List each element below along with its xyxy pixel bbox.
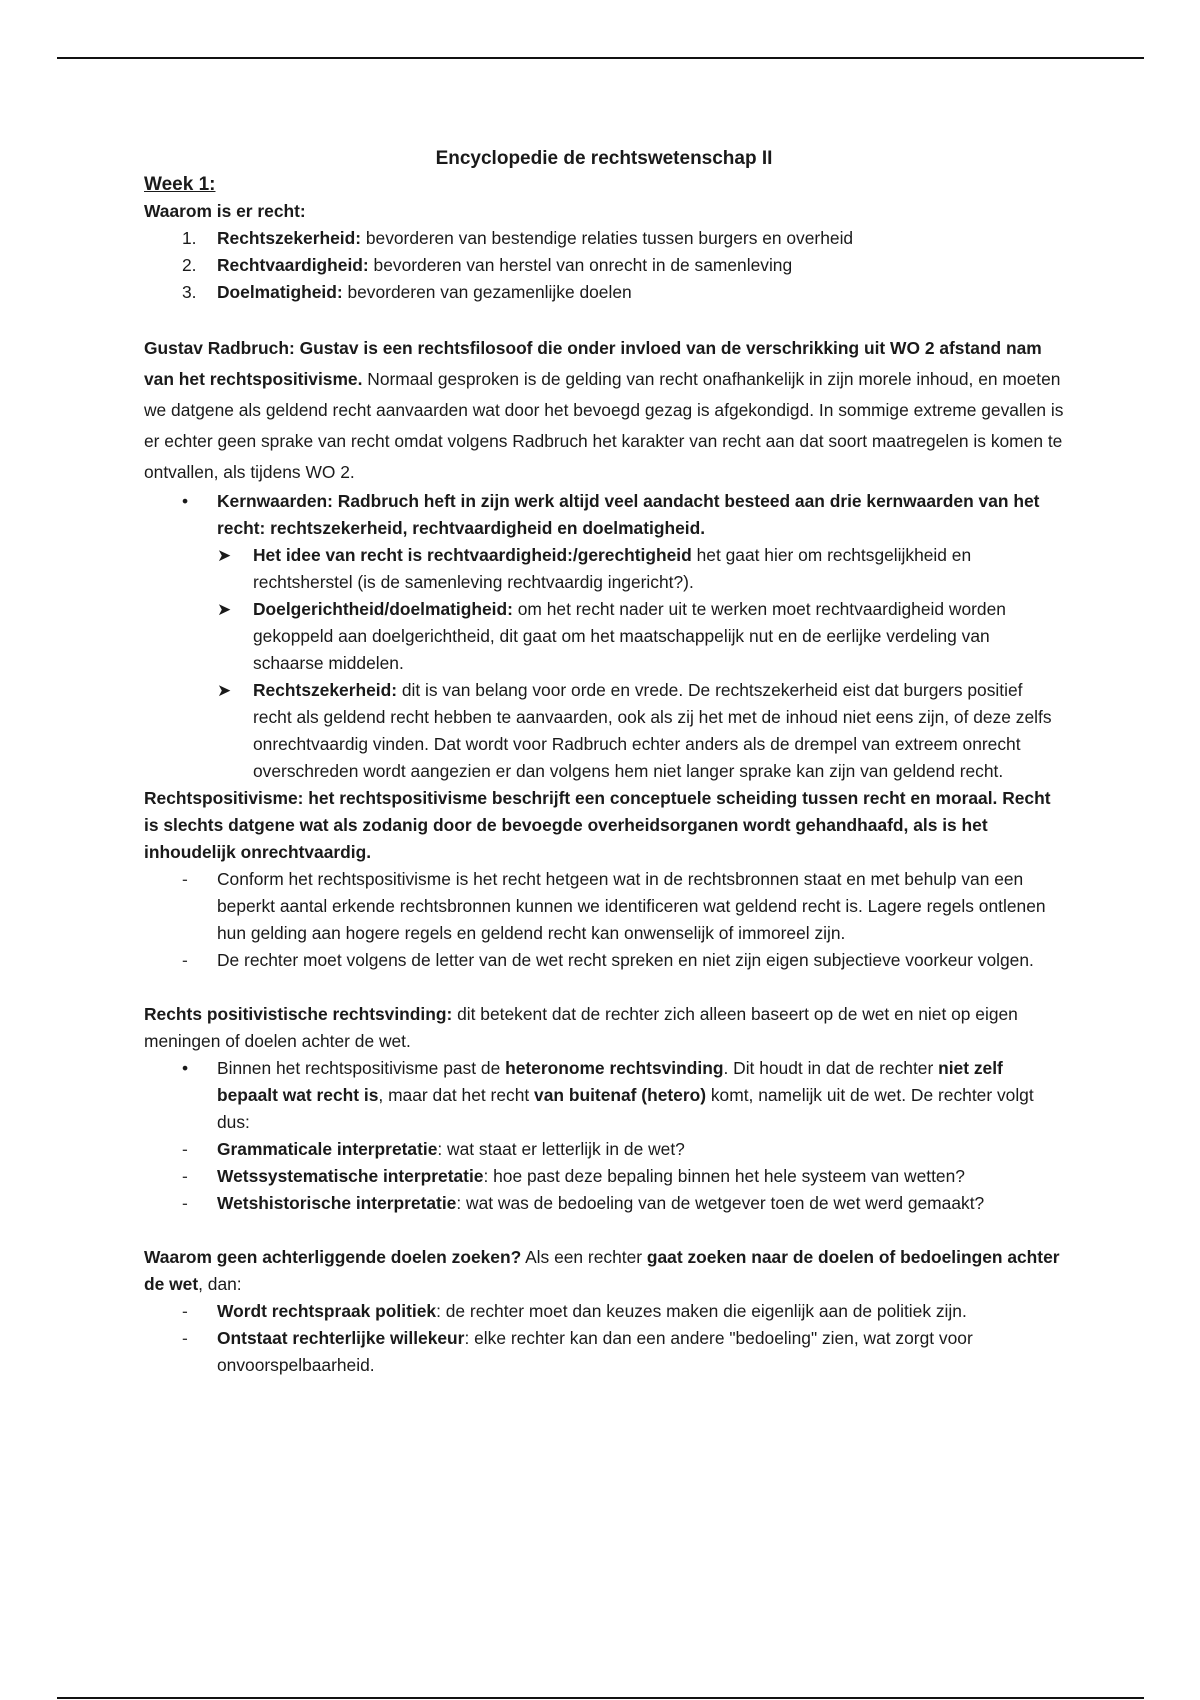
text-run-bold: heteronome rechtsvinding bbox=[505, 1058, 724, 1078]
list-term: Ontstaat rechterlijke willekeur bbox=[217, 1328, 465, 1348]
list-number: 3. bbox=[182, 282, 197, 302]
dash-marker: - bbox=[182, 1193, 188, 1213]
document-page bbox=[144, 146, 1064, 1379]
list-term: Doelgerichtheid/doelmatigheid: bbox=[253, 599, 513, 619]
list-item bbox=[144, 1325, 1064, 1379]
rechtsvinding-paragraph bbox=[144, 1001, 1064, 1055]
why-heading: Waarom is er recht: bbox=[144, 201, 306, 221]
text-run-bold: Waarom geen achterliggende doelen zoeken? bbox=[144, 1247, 522, 1267]
waarom-paragraph bbox=[144, 1244, 1064, 1298]
list-term: Rechtszekerheid: bbox=[217, 228, 362, 248]
list-term: Wetssystematische interpretatie bbox=[217, 1166, 484, 1186]
kernwaarden-text: Kernwaarden: Radbruch heft in zijn werk altijd veel aandacht besteed aan drie kernwaarden van het recht: rechtszekerheid, rechtvaardigheid en doelmatigheid. bbox=[217, 491, 1040, 538]
list-text: : hoe past deze bepaling binnen het hele systeem van wetten? bbox=[483, 1166, 965, 1186]
list-text: De rechter moet volgens de letter van de wet recht spreken en niet zijn eigen subjectieve voorkeur volgen. bbox=[217, 950, 1034, 970]
list-text: : wat staat er letterlijk in de wet? bbox=[437, 1139, 685, 1159]
text-run-bold: gaat zoeken naar de doelen of bedoelingen achter de wet bbox=[144, 1247, 1060, 1294]
dash-marker: - bbox=[182, 1139, 188, 1159]
week-heading: Week 1: bbox=[144, 174, 216, 195]
text-run: , maar dat het recht bbox=[378, 1085, 535, 1105]
list-number: 1. bbox=[182, 228, 197, 248]
list-item bbox=[144, 542, 1064, 596]
dash-marker: - bbox=[182, 1166, 188, 1186]
text-run-bold: niet zelf bepaalt wat recht is bbox=[217, 1058, 1003, 1105]
list-item bbox=[144, 596, 1064, 677]
text-run: komt, namelijk uit de wet. De rechter volgt dus: bbox=[217, 1085, 1034, 1132]
bullet-marker: • bbox=[182, 491, 189, 511]
list-term: Wordt rechtspraak politiek bbox=[217, 1301, 437, 1321]
footer-rule bbox=[57, 1697, 1144, 1699]
list-term: Doelmatigheid: bbox=[217, 282, 343, 302]
radbruch-lead: Gustav Radbruch: Gustav is een rechtsfilosoof die onder invloed van de verschrikking uit WO 2 afstand nam van het rechtspositivisme. bbox=[144, 338, 1042, 389]
rechtsvinding-lead: Rechts positivistische rechtsvinding: bbox=[144, 1004, 453, 1024]
list-text: bevorderen van herstel van onrecht in de samenleving bbox=[368, 255, 793, 275]
list-item bbox=[144, 1163, 1064, 1190]
arrow-marker: ➤ bbox=[217, 546, 232, 565]
text-run: Als een rechter bbox=[521, 1247, 647, 1267]
list-item bbox=[144, 947, 1064, 974]
document-title: Encyclopedie de rechtswetenschap II bbox=[435, 148, 773, 169]
list-item bbox=[144, 1298, 1064, 1325]
list-term: Wetshistorische interpretatie bbox=[217, 1193, 457, 1213]
list-text: het gaat hier om rechtsgelijkheid en rechtsherstel (is de samenleving rechtvaardig ingericht?). bbox=[253, 545, 972, 592]
why-list bbox=[144, 225, 1064, 306]
list-item bbox=[144, 677, 1064, 785]
list-text: om het recht nader uit te werken moet rechtvaardigheid worden gekoppeld aan doelgerichtheid, dit gaat om het maatschappelijk nut en de eerlijke verdeling van schaarse middelen. bbox=[253, 599, 1006, 673]
bullet-marker: • bbox=[182, 1058, 189, 1078]
spacer bbox=[144, 974, 1064, 1001]
arrow-marker: ➤ bbox=[217, 681, 232, 700]
text-run-bold: van buitenaf (hetero) bbox=[534, 1085, 707, 1105]
list-text: dit is van belang voor orde en vrede. De rechtszekerheid eist dat burgers positief recht als geldend recht hebben te aanvaarden, ook als zij het met de inhoud niet eens zijn, of deze zelfs onrechtvaardig vinden. Dat wordt voor Radbruch echter anders als de drempel van extreem onrecht overschreden wordt aangezien er dan volgens hem niet langer sprake kan zijn van geldend recht. bbox=[253, 680, 1052, 781]
list-text: bevorderen van bestendige relaties tussen burgers en overheid bbox=[361, 228, 854, 248]
list-item bbox=[144, 488, 1064, 542]
list-text: Conform het rechtspositivisme is het recht hetgeen wat in de rechtsbronnen staat en met behulp van een beperkt aantal erkende rechtsbronnen kunnen we identificeren wat geldend recht is. Lagere regels ontlenen hun gelding aan hogere regels en geldend recht kan onwenselijk of immoreel zijn. bbox=[217, 869, 1046, 943]
dash-marker: - bbox=[182, 1301, 188, 1321]
radbruch-paragraph bbox=[144, 333, 1064, 488]
header-rule bbox=[57, 57, 1144, 59]
dash-marker: - bbox=[182, 1328, 188, 1348]
list-term: Rechtvaardigheid: bbox=[217, 255, 369, 275]
text-run: , dan: bbox=[198, 1274, 242, 1294]
arrow-marker: ➤ bbox=[217, 600, 232, 619]
text-run: . Dit houdt in dat de rechter bbox=[723, 1058, 939, 1078]
dash-marker: - bbox=[182, 950, 188, 970]
list-text: : de rechter moet dan keuzes maken die eigenlijk aan de politiek zijn. bbox=[436, 1301, 967, 1321]
list-term: Grammaticale interpretatie bbox=[217, 1139, 438, 1159]
text-run: Binnen het rechtspositivisme past de bbox=[217, 1058, 506, 1078]
list-term: Rechtszekerheid: bbox=[253, 680, 398, 700]
list-item bbox=[144, 252, 1064, 279]
radbruch-text: Normaal gesproken is de gelding van recht onafhankelijk in zijn morele inhoud, en moeten we datgene als geldend recht aanvaarden wat door het bevoegd gezag is afgekondigd. In sommige extreme gevallen is er echter geen sprake van recht omdat volgens Radbruch het karakter van recht aan dat soort maatregelen is komen te ontvallen, als tijdens WO 2. bbox=[144, 369, 1064, 482]
list-text: : wat was de bedoeling van de wetgever toen de wet werd gemaakt? bbox=[456, 1193, 985, 1213]
list-item bbox=[144, 1136, 1064, 1163]
list-item bbox=[144, 1055, 1064, 1136]
list-item bbox=[144, 1190, 1064, 1217]
dash-marker: - bbox=[182, 869, 188, 889]
spacer bbox=[144, 306, 1064, 333]
list-text: bevorderen van gezamenlijke doelen bbox=[342, 282, 632, 302]
list-term: Het idee van recht is rechtvaardigheid:/gerechtigheid bbox=[253, 545, 692, 565]
list-number: 2. bbox=[182, 255, 197, 275]
rechtspositivisme-paragraph: Rechtspositivisme: het rechtspositivisme beschrijft een conceptuele scheiding tussen recht en moraal. Recht is slechts datgene wat als zodanig door de bevoegde overheidsorganen wordt gehandhaafd, als is het inhoudelijk onrechtvaardig. bbox=[144, 788, 1051, 862]
list-item bbox=[144, 279, 1064, 306]
list-text: : elke rechter kan dan een andere "bedoeling" zien, wat zorgt voor onvoorspelbaarheid. bbox=[217, 1328, 973, 1375]
list-item bbox=[144, 866, 1064, 947]
rechtsvinding-text: dit betekent dat de rechter zich alleen baseert op de wet en niet op eigen meningen of doelen achter de wet. bbox=[144, 1004, 1018, 1051]
spacer bbox=[144, 1217, 1064, 1244]
list-item bbox=[144, 225, 1064, 252]
